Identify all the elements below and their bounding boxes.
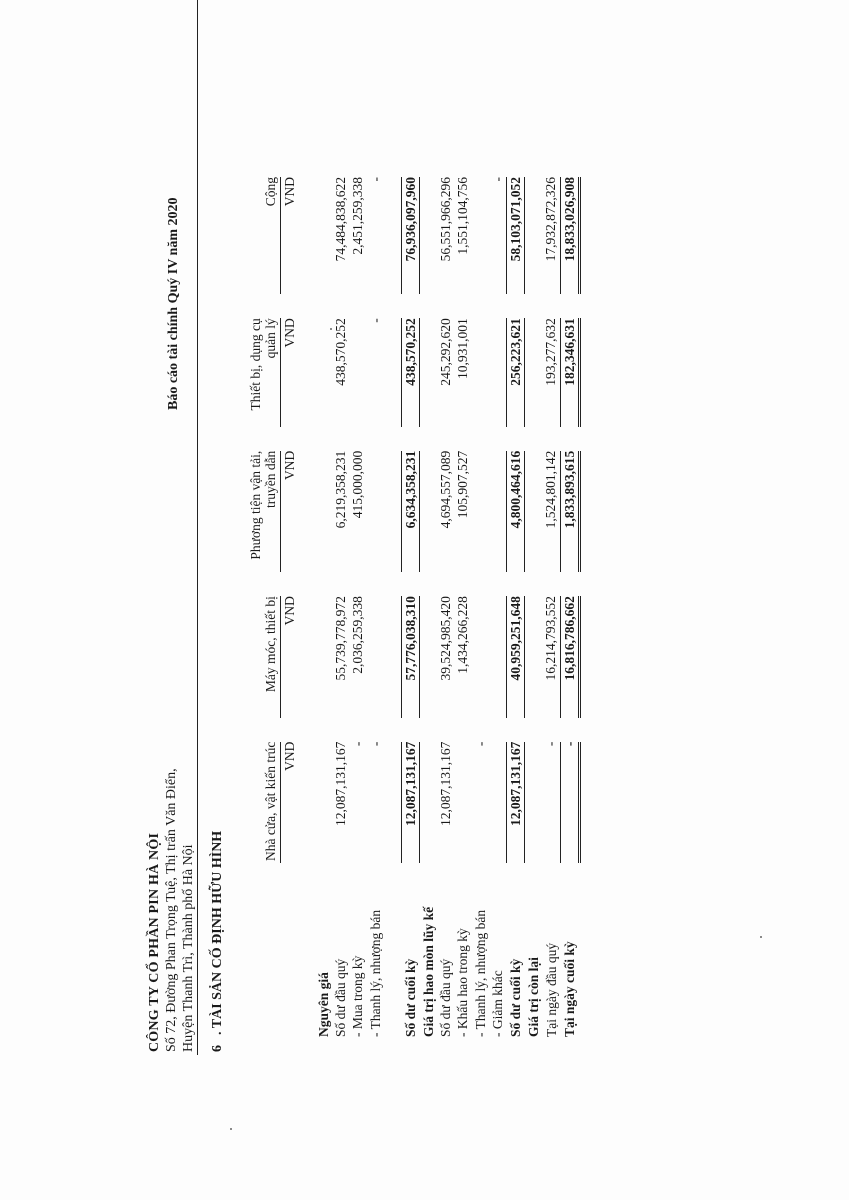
unit-label: VND [280,596,298,718]
unit-label: VND [280,451,298,573]
group-heading-row [420,177,438,1037]
value-cell: 2,036,259,338 [350,596,366,674]
value-cell: 1,551,104,756 [455,177,471,255]
value-cell: 12,087,131,167 [333,741,349,827]
table-row [366,177,383,1037]
table-row [454,177,471,1037]
value-cell [489,596,507,718]
value-cell: 12,087,131,167 [401,742,419,864]
value-cell: 415,000,000 [350,450,366,519]
group-heading-row [315,177,332,1037]
value-cell: 438,570,252 [401,318,419,427]
value-cell [472,596,489,718]
value-cell: 1,833,893,615 [560,451,579,573]
col-header-total: Cộng [262,177,278,207]
value-cell: 193,277,632 [543,318,559,386]
unit-label: VND [280,177,298,294]
col-header-office-equipment: Thiết bị, dụng cụ quản lý [247,318,278,411]
row-label: Số dư cuối kỳ [402,958,418,1037]
value-cell: - [367,177,383,182]
value-cell: 256,223,621 [506,318,524,427]
value-cell: 182,346,631 [560,318,579,427]
value-cell: 12,087,131,167 [438,741,454,827]
value-cell: 2,451,259,338 [350,177,366,255]
value-cell: 74,484,838,622 [333,177,349,262]
address-line-1: Số 72, Đường Phan Trọng Tuệ, Thị trấn Văn Điển, [164,768,179,1052]
col-header-vehicles: Phương tiện vận tải, truyền dẫn [247,450,278,560]
value-cell: - [543,741,559,747]
value-cell: 40,959,251,648 [506,596,524,718]
row-label: Số dư cuối kỳ [508,958,524,1037]
value-cell: - [472,741,488,747]
row-label: Tại ngày cuối kỳ [562,941,578,1037]
unit-row [280,177,298,1037]
value-cell [472,177,489,294]
col-header-buildings: Nhà cửa, vật kiến trúc [262,741,278,862]
value-cell: 76,936,097,960 [401,177,419,294]
value-cell: - [560,742,579,864]
value-cell: 55,739,778,972 [333,596,349,681]
address-line-2: Huyện Thanh Trì, Thành phố Hà Nội [181,844,196,1052]
value-cell: 245,292,620 [438,318,454,386]
value-cell: 105,907,527 [455,450,471,519]
table-row [332,177,349,1037]
table-row [489,177,507,1037]
value-cell: - [350,741,366,747]
value-cell: 10,931,001 [455,318,471,379]
table-row [506,177,524,1037]
scan-speck [330,328,332,330]
row-label: Số dư đầu quý [438,958,454,1037]
group-heading: Nguyên giá [315,972,331,1037]
value-cell: 16,214,793,552 [543,596,559,681]
group-heading: Giá trị hao mòn lũy kế [421,906,437,1037]
table-row [401,177,419,1037]
value-cell: - [367,318,383,323]
value-cell: 12,087,131,167 [506,742,524,864]
table-row [542,177,560,1037]
value-cell: 56,551,966,296 [438,177,454,262]
value-cell: 1,524,801,142 [543,450,559,529]
value-cell [472,318,489,427]
row-label: - Giảm khác [490,970,506,1037]
value-cell: 16,816,786,662 [560,596,579,718]
value-cell: 4,800,464,616 [506,451,524,573]
value-cell [366,596,383,718]
value-cell [489,451,507,573]
report-title: Báo cáo tài chính Quý IV năm 2020 [166,197,181,410]
value-cell: 18,833,026,908 [560,177,579,294]
value-cell: 39,524,985,420 [438,596,454,681]
section-title: . TÀI SẢN CỐ ĐỊNH HỮU HÌNH [210,830,225,1035]
value-cell [454,742,471,864]
scan-speck [760,936,762,938]
section-heading [210,831,226,1052]
value-cell: 1,434,266,228 [455,596,471,674]
table-row [349,177,366,1037]
value-cell: 6,219,358,231 [333,450,349,529]
value-cell: 438,570,252 [333,318,349,386]
section-number: 6 [210,1045,225,1052]
value-cell [489,318,507,427]
row-label: - Mua trong kỳ [350,955,366,1037]
table-row [472,177,489,1037]
value-cell: - [489,177,505,182]
value-cell: 58,103,071,052 [506,177,524,294]
value-cell [366,451,383,573]
value-cell [472,451,489,573]
table-row [560,177,579,1037]
table-row [437,177,454,1037]
value-cell: 6,634,358,231 [401,451,419,573]
row-label: Tại ngày đầu quý [543,942,559,1037]
column-header-row [240,177,280,1037]
value-cell: - [367,741,383,747]
value-cell: 57,776,038,310 [401,596,419,718]
value-cell [349,318,366,427]
value-cell [489,742,507,864]
group-heading-row [525,177,543,1037]
company-name: CÔNG TY CỔ PHẦN PIN HÀ NỘI [147,832,162,1052]
value-cell: 17,932,872,326 [543,177,559,262]
row-label: Số dư đầu quý [333,958,349,1037]
row-label: - Thanh lý, nhượng bán [367,909,383,1037]
unit-label: VND [280,318,298,427]
unit-label: VND [280,742,298,864]
row-label: - Thanh lý, nhượng bán [472,909,488,1037]
scan-speck [230,1128,232,1130]
row-label: - Khấu hao trong kỳ [455,928,471,1037]
group-heading: Giá trị còn lại [526,957,542,1037]
value-cell: 4,694,557,089 [438,450,454,529]
col-header-machinery: Máy móc, thiết bị [262,596,278,693]
fixed-assets-table [240,177,581,1037]
header-divider [197,0,198,1055]
